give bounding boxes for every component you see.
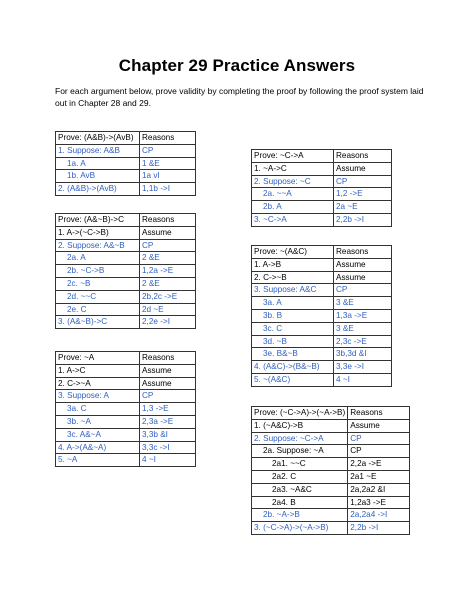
proof-reason: Assume — [140, 377, 196, 390]
proof-reason: 3,3b &I — [140, 428, 196, 441]
page-title: Chapter 29 Practice Answers — [118, 56, 356, 75]
proof-step: 3d. ~B — [252, 335, 334, 348]
table-header-row — [252, 246, 392, 259]
proof-reason: 3 &E — [334, 322, 392, 335]
reasons-header: Reasons — [348, 407, 410, 420]
proof-step: 2. Suppose: A&~B — [56, 239, 140, 252]
proof-step: 3c. A&~A — [56, 428, 140, 441]
proof-step: 2a3. ~A&C — [252, 483, 348, 496]
proof-step: 5. ~A — [56, 454, 140, 467]
proof-step: 3a. C — [56, 403, 140, 416]
table-header-row — [252, 150, 392, 163]
table-row — [252, 458, 410, 471]
table-row — [56, 403, 196, 416]
proof-reason: CP — [348, 432, 410, 445]
table-row — [252, 483, 410, 496]
proof-reason: CP — [140, 239, 196, 252]
table-row — [252, 271, 392, 284]
table-row — [56, 428, 196, 441]
proof-header: Prove: ~(A&C) — [252, 246, 334, 259]
table-row — [252, 284, 392, 297]
proof-step: 1b. AvB — [56, 170, 140, 183]
table-header-row — [56, 214, 196, 227]
table-row — [252, 445, 410, 458]
proof-reason: CP — [334, 175, 392, 188]
proof-reason: Assume — [334, 162, 392, 175]
proof-step: 3e. B&~B — [252, 348, 334, 361]
proof-step: 1. A->B — [252, 258, 334, 271]
table-header-row — [56, 132, 196, 145]
table-row — [252, 373, 392, 386]
table-row — [252, 175, 392, 188]
proof-reason: CP — [140, 390, 196, 403]
proof-table-6 — [251, 406, 410, 535]
proof-reason: CP — [348, 445, 410, 458]
table-row — [56, 364, 196, 377]
instructions-text: For each argument below, prove validity by completing the proof by following the proof system laid out in Chapter 28 and 29. — [55, 86, 424, 108]
proof-reason: 3 &E — [334, 297, 392, 310]
table-header-row — [56, 352, 196, 365]
proof-reason: 1,3a ->E — [334, 309, 392, 322]
proof-step: 3. (A&~B)->C — [56, 316, 140, 329]
proof-step: 2a. Suppose: ~A — [252, 445, 348, 458]
table-row — [252, 432, 410, 445]
table-row — [56, 377, 196, 390]
table-row — [56, 239, 196, 252]
table-row — [252, 201, 392, 214]
table-row — [56, 226, 196, 239]
proof-reason: 2a ~E — [334, 201, 392, 214]
proof-reason: 2 &E — [140, 252, 196, 265]
table-row — [56, 277, 196, 290]
proof-reason: 1a vI — [140, 170, 196, 183]
proof-step: 2b. ~A->B — [252, 509, 348, 522]
proof-reason: 2,2a ->E — [348, 458, 410, 471]
proof-reason: Assume — [334, 271, 392, 284]
proof-step: 2a1. ~~C — [252, 458, 348, 471]
proof-step: 2. Suppose: ~C->A — [252, 432, 348, 445]
proof-step: 1. A->C — [56, 364, 140, 377]
proof-reason: 1,2a3 ->E — [348, 496, 410, 509]
proof-step: 4. (A&C)->(B&~B) — [252, 361, 334, 374]
proof-reason: 2b,2c ->E — [140, 290, 196, 303]
proof-step: 2c. ~B — [56, 277, 140, 290]
table-row — [56, 316, 196, 329]
proof-reason: Assume — [348, 419, 410, 432]
proof-step: 2a. A — [56, 252, 140, 265]
table-row — [56, 170, 196, 183]
proof-reason: 1 &E — [140, 157, 196, 170]
proof-reason: 4 ~I — [140, 454, 196, 467]
proof-step: 1. ~A->C — [252, 162, 334, 175]
table-row — [252, 322, 392, 335]
proof-header: Prove: (~C->A)->(~A->B) — [252, 407, 348, 420]
proof-reason: CP — [334, 284, 392, 297]
proof-step: 3a. A — [252, 297, 334, 310]
proof-reason: 1,2a ->E — [140, 265, 196, 278]
proof-step: 2b. ~C->B — [56, 265, 140, 278]
proof-table-4 — [251, 149, 392, 227]
table-row — [56, 290, 196, 303]
proof-step: 2d. ~~C — [56, 290, 140, 303]
reasons-header: Reasons — [334, 150, 392, 163]
table-row — [252, 213, 392, 226]
table-row — [56, 252, 196, 265]
proof-reason: 3b,3d &I — [334, 348, 392, 361]
proof-step: 2. C->~A — [56, 377, 140, 390]
proof-header: Prove: ~A — [56, 352, 140, 365]
proof-step: 3. Suppose: A — [56, 390, 140, 403]
table-row — [252, 162, 392, 175]
proof-reason: 1,3 ->E — [140, 403, 196, 416]
reasons-header: Reasons — [334, 246, 392, 259]
proof-reason: CP — [140, 144, 196, 157]
proof-step: 3b. B — [252, 309, 334, 322]
table-row — [252, 297, 392, 310]
proof-reason: 2,2e ->I — [140, 316, 196, 329]
proof-reason: 2 &E — [140, 277, 196, 290]
proof-header: Prove: (A&~B)->C — [56, 214, 140, 227]
proof-step: 2a. ~~A — [252, 188, 334, 201]
table-row — [56, 441, 196, 454]
table-row — [56, 303, 196, 316]
proof-reason: 3,3c ->I — [140, 441, 196, 454]
table-row — [56, 390, 196, 403]
proof-table-3 — [55, 351, 196, 467]
proof-reason: Assume — [334, 258, 392, 271]
proof-reason: 2d ~E — [140, 303, 196, 316]
reasons-header: Reasons — [140, 352, 196, 365]
table-row — [56, 454, 196, 467]
proof-step: 1. A->(~C->B) — [56, 226, 140, 239]
table-row — [56, 265, 196, 278]
proof-reason: 2a,2a2 &I — [348, 483, 410, 496]
proof-reason: 3,3e ->I — [334, 361, 392, 374]
proof-step: 2a2. C — [252, 470, 348, 483]
proof-step: 4. A->(A&~A) — [56, 441, 140, 454]
proof-step: 2b. A — [252, 201, 334, 214]
table-row — [252, 188, 392, 201]
proof-step: 1a. A — [56, 157, 140, 170]
proof-header: Prove: (A&B)->(AvB) — [56, 132, 140, 145]
proof-reason: 2,3a ->E — [140, 415, 196, 428]
proof-step: 2. (A&B)->(AvB) — [56, 183, 140, 196]
proof-step: 3. (~C->A)->(~A->B) — [252, 522, 348, 535]
table-row — [252, 509, 410, 522]
proof-step: 2a4. B — [252, 496, 348, 509]
table-row — [252, 309, 392, 322]
proof-table-5 — [251, 245, 392, 387]
table-row — [252, 496, 410, 509]
proof-reason: 2a1 ~E — [348, 470, 410, 483]
proof-reason: Assume — [140, 226, 196, 239]
proof-reason: 2,2b ->I — [348, 522, 410, 535]
proof-step: 2. Suppose: ~C — [252, 175, 334, 188]
proof-step: 2e. C — [56, 303, 140, 316]
proof-table-2 — [55, 213, 196, 329]
proof-step: 3c. C — [252, 322, 334, 335]
proof-reason: 2,3c ->E — [334, 335, 392, 348]
proof-step: 3. Suppose: A&C — [252, 284, 334, 297]
proof-step: 3. ~C->A — [252, 213, 334, 226]
table-row — [252, 335, 392, 348]
proof-table-1 — [55, 131, 196, 196]
proof-reason: Assume — [140, 364, 196, 377]
proof-reason: 2a,2a4 ->I — [348, 509, 410, 522]
proof-header: Prove: ~C->A — [252, 150, 334, 163]
proof-step: 5. ~(A&C) — [252, 373, 334, 386]
proof-reason: 4 ~I — [334, 373, 392, 386]
proof-step: 2. C->~B — [252, 271, 334, 284]
proof-reason: 1,1b ->I — [140, 183, 196, 196]
table-header-row — [252, 407, 410, 420]
table-row — [252, 348, 392, 361]
table-row — [252, 361, 392, 374]
table-row — [56, 144, 196, 157]
proof-step: 3b. ~A — [56, 415, 140, 428]
table-row — [56, 183, 196, 196]
reasons-header: Reasons — [140, 132, 196, 145]
table-row — [252, 419, 410, 432]
table-row — [56, 157, 196, 170]
table-row — [252, 522, 410, 535]
proof-reason: 2,2b ->I — [334, 213, 392, 226]
reasons-header: Reasons — [140, 214, 196, 227]
proof-step: 1. Suppose: A&B — [56, 144, 140, 157]
table-row — [252, 470, 410, 483]
table-row — [56, 415, 196, 428]
proof-reason: 1,2 ->E — [334, 188, 392, 201]
proof-step: 1. (~A&C)->B — [252, 419, 348, 432]
table-row — [252, 258, 392, 271]
